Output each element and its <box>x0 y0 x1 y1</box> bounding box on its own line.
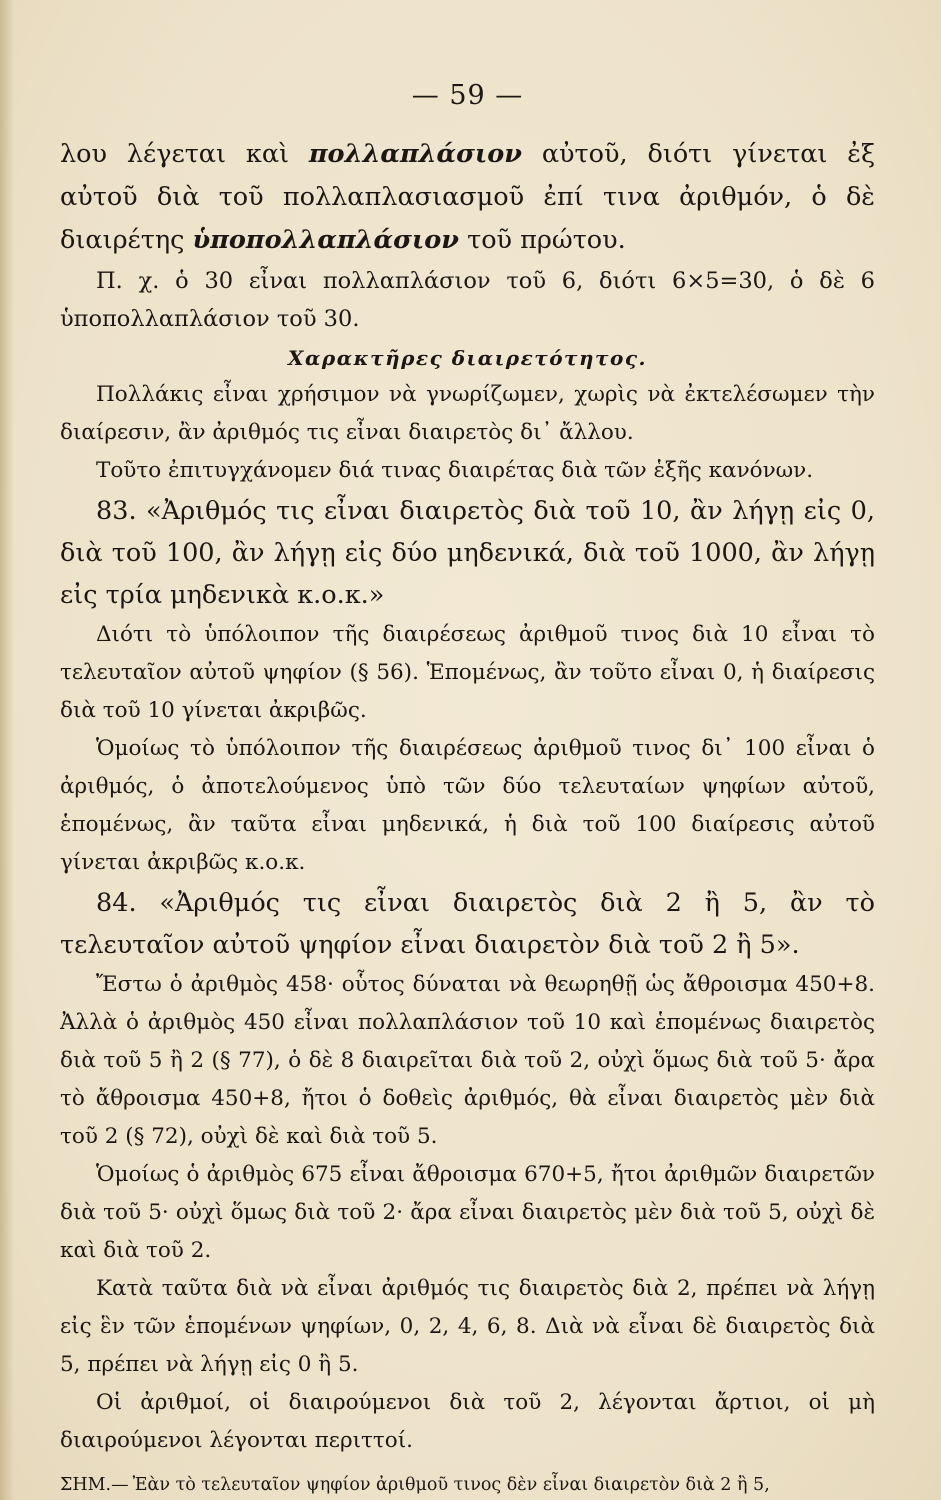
paragraph-even-odd: Οἱ ἀριθμοί, οἱ διαιρούμενοι διὰ τοῦ 2, λέγονται ἄρτιοι, οἱ μὴ διαιρούμενοι λέγονται περιττοί. <box>60 1390 875 1453</box>
section-heading: Χαρακτῆρες διαιρετότητος. <box>288 346 647 370</box>
term-submultiple: ὑποπολλαπλάσιον <box>192 225 459 255</box>
page-content <box>60 80 875 1500</box>
paragraph-text: λου λέγεται καὶ <box>60 139 309 169</box>
rule-83: 83. «Ἀριθμός τις εἶναι διαιρετὸς διὰ τοῦ 10, ἂν λήγῃ εἰς 0, διὰ τοῦ 100, ἂν λήγῃ εἰς δύο μηδενικά, διὰ τοῦ 1000, ἂν λήγῃ εἰς τρία μηδενικὰ κ.ο.κ.» <box>60 496 875 610</box>
rule-84: 84. «Ἀριθμός τις εἶναι διαιρετὸς διὰ 2 ἢ 5, ἂν τὸ τελευταῖον αὐτοῦ ψηφίον εἶναι διαιρετὸν διὰ τοῦ 2 ἢ 5». <box>60 888 875 960</box>
footnote-label: ΣΗΜ.— <box>60 1475 129 1495</box>
page-gutter-shadow <box>0 0 14 1500</box>
page-number: — 59 — <box>411 80 524 111</box>
paragraph-text: τοῦ πρώτου. <box>458 225 626 255</box>
footnote <box>60 1470 875 1500</box>
paragraph-proof-10: Διότι τὸ ὑπόλοιπον τῆς διαιρέσεως ἀριθμοῦ τινος διὰ 10 εἶναι τὸ τελευταῖον αὐτοῦ ψηφίον (§ 56). Ἑπομένως, ἂν τοῦτο εἶναι 0, ἡ διαίρεσις διὰ τοῦ 10 γίνεται ἀκριβῶς. <box>60 622 875 723</box>
term-multiple: πολλαπλάσιον <box>308 139 522 169</box>
paragraph-text: αὐτοῦ, διότι γίνεται ἐξ αὐτοῦ διὰ τοῦ πολλαπλασιασμοῦ ἐπί τινα ἀριθμόν, ὁ δὲ διαιρέτης <box>60 139 875 255</box>
paragraph-multiple-definition <box>60 133 875 262</box>
paragraph-example: Π. χ. ὁ 30 εἶναι πολλαπλάσιον τοῦ 6, διότι 6×5=30, ὁ δὲ 6 ὑποπολλαπλάσιον τοῦ 30. <box>60 268 875 332</box>
paragraph-summary: Κατὰ ταῦτα διὰ νὰ εἶναι ἀριθμός τις διαιρετὸς διὰ 2, πρέπει νὰ λήγῃ εἰς ἓν τῶν ἑπομένων ψηφίων, 0, 2, 4, 6, 8. Διὰ νὰ εἶναι δὲ διαιρετὸς διὰ 5, πρέπει νὰ λήγῃ εἰς 0 ἢ 5. <box>60 1276 875 1377</box>
footnote-text: Ἐὰν τὸ τελευταῖον ψηφίον ἀριθμοῦ τινος δὲν εἶναι διαιρετὸν διὰ 2 ἢ 5, <box>132 1475 770 1495</box>
paragraph-proof-100: Ὁμοίως τὸ ὑπόλοιπον τῆς διαιρέσεως ἀριθμοῦ τινος δι᾽ 100 εἶναι ὁ ἀριθμός, ὁ ἀποτελούμενος ὑπὸ τῶν δύο τελευταίων ψηφίων αὐτοῦ, ἑπομένως, ἂν ταῦτα εἶναι μηδενικά, ἡ διὰ τοῦ 100 διαίρεσις αὐτοῦ γίνεται ἀκριβῶς κ.ο.κ. <box>60 736 875 875</box>
paragraph-intro-rules: Τοῦτο ἐπιτυγχάνομεν διά τινας διαιρέτας διὰ τῶν ἑξῆς κανόνων. <box>96 458 814 483</box>
paragraph-intro: Πολλάκις εἶναι χρήσιμον νὰ γνωρίζωμεν, χωρὶς νὰ ἐκτελέσωμεν τὴν διαίρεσιν, ἂν ἀριθμός τις εἶναι διαιρετὸς δι᾽ ἄλλου. <box>60 382 875 445</box>
paragraph-example-458: Ἔστω ὁ ἀριθμὸς 458· οὗτος δύναται νὰ θεωρηθῇ ὡς ἄθροισμα 450+8. Ἀλλὰ ὁ ἀριθμὸς 450 εἶναι πολλαπλάσιον τοῦ 10 καὶ ἑπομένως διαιρετὸς διὰ τοῦ 5 ἢ 2 (§ 77), ὁ δὲ 8 διαιρεῖται διὰ τοῦ 2, οὐχὶ ὅμως διὰ τοῦ 5· ἄρα τὸ ἄθροισμα 450+8, ἤτοι ὁ δοθεὶς ἀριθμός, θὰ εἶναι διαιρετὸς μὲν διὰ τοῦ 2 (§ 72), οὐχὶ δὲ καὶ διὰ τοῦ 5. <box>60 972 875 1149</box>
paragraph-example-675: Ὁμοίως ὁ ἀριθμὸς 675 εἶναι ἄθροισμα 670+5, ἤτοι ἀριθμῶν διαιρετῶν διὰ τοῦ 5· οὐχὶ ὅμως διὰ τοῦ 2· ἄρα εἶναι διαιρετὸς μὲν διὰ τοῦ 5, οὐχὶ δὲ καὶ διὰ τοῦ 2. <box>60 1162 875 1263</box>
